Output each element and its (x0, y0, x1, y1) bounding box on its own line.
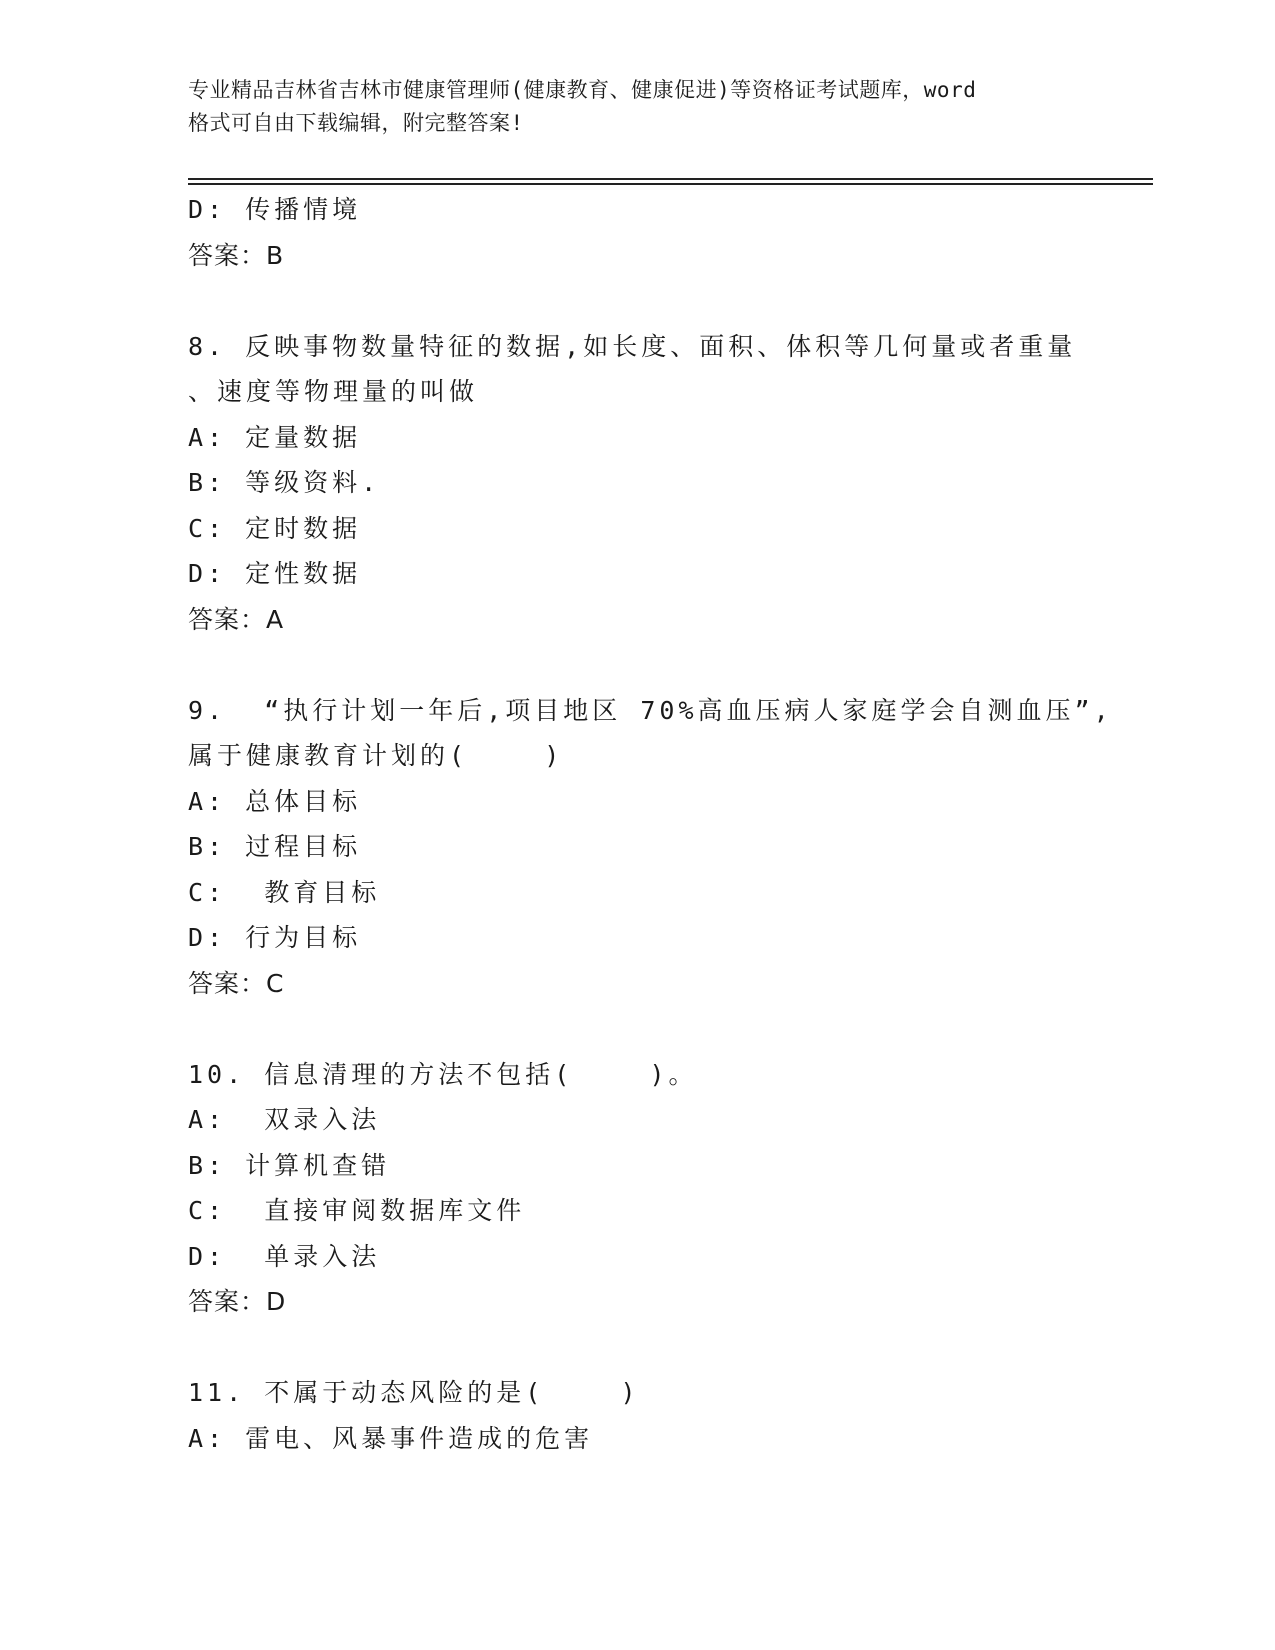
question-stem-line-1: 11. 不属于动态风险的是( ) (188, 1378, 640, 1407)
spacer (188, 642, 1088, 688)
option-a: A: 定量数据 (188, 422, 362, 452)
question-10 (188, 1052, 1088, 1325)
question-7 (188, 187, 1088, 278)
question-stem-line-1: 10. 信息清理的方法不包括( )。 (188, 1059, 698, 1089)
option-a: A: 双录入法 (188, 1105, 381, 1134)
header-divider-bottom (188, 183, 1153, 185)
option-d: D: 单录入法 (188, 1241, 381, 1271)
option-d: D: 定性数据 (188, 559, 362, 588)
option-d: D: 行为目标 (188, 923, 362, 952)
header-line-2: 格式可自由下载编辑，附完整答案! (188, 111, 524, 135)
option-a: A: 雷电、风暴事件造成的危害 (188, 1423, 594, 1453)
answer: 答案：A (188, 604, 285, 634)
spacer (188, 278, 1088, 324)
header-divider-top (188, 178, 1153, 180)
question-8 (188, 324, 1088, 643)
question-list (188, 187, 1113, 1461)
question-stem-line-1: 9. “执行计划一年后,项目地区 70%高血压病人家庭学会自测血压”, (188, 695, 1113, 725)
question-stem-line-2: 、速度等物理量的叫做 (188, 377, 479, 406)
question-stem-line-1: 8. 反映事物数量特征的数据,如长度、面积、体积等几何量或者重量 (188, 331, 1077, 361)
option-b: B: 等级资料. (188, 468, 381, 497)
option-c: C: 定时数据 (188, 513, 362, 543)
option-b: B: 计算机查错 (188, 1150, 391, 1180)
option-d: D: 传播情境 (188, 195, 362, 224)
spacer (188, 1006, 1088, 1052)
question-stem-line-2: 属于健康教育计划的( ) (188, 741, 564, 770)
answer: 答案：C (188, 968, 285, 998)
header-line-1: 专业精品吉林省吉林市健康管理师(健康教育、健康促进)等资格证考试题库，word (188, 78, 977, 102)
option-c: C: 直接审阅数据库文件 (188, 1196, 526, 1225)
question-9 (188, 688, 1113, 1007)
option-a: A: 总体目标 (188, 786, 362, 816)
question-11 (188, 1370, 1088, 1461)
spacer (188, 1325, 1088, 1371)
option-c: C: 教育目标 (188, 877, 381, 907)
answer: 答案：D (188, 1287, 287, 1316)
option-b: B: 过程目标 (188, 832, 362, 861)
document-header (188, 74, 1088, 140)
answer: 答案：B (188, 240, 285, 270)
